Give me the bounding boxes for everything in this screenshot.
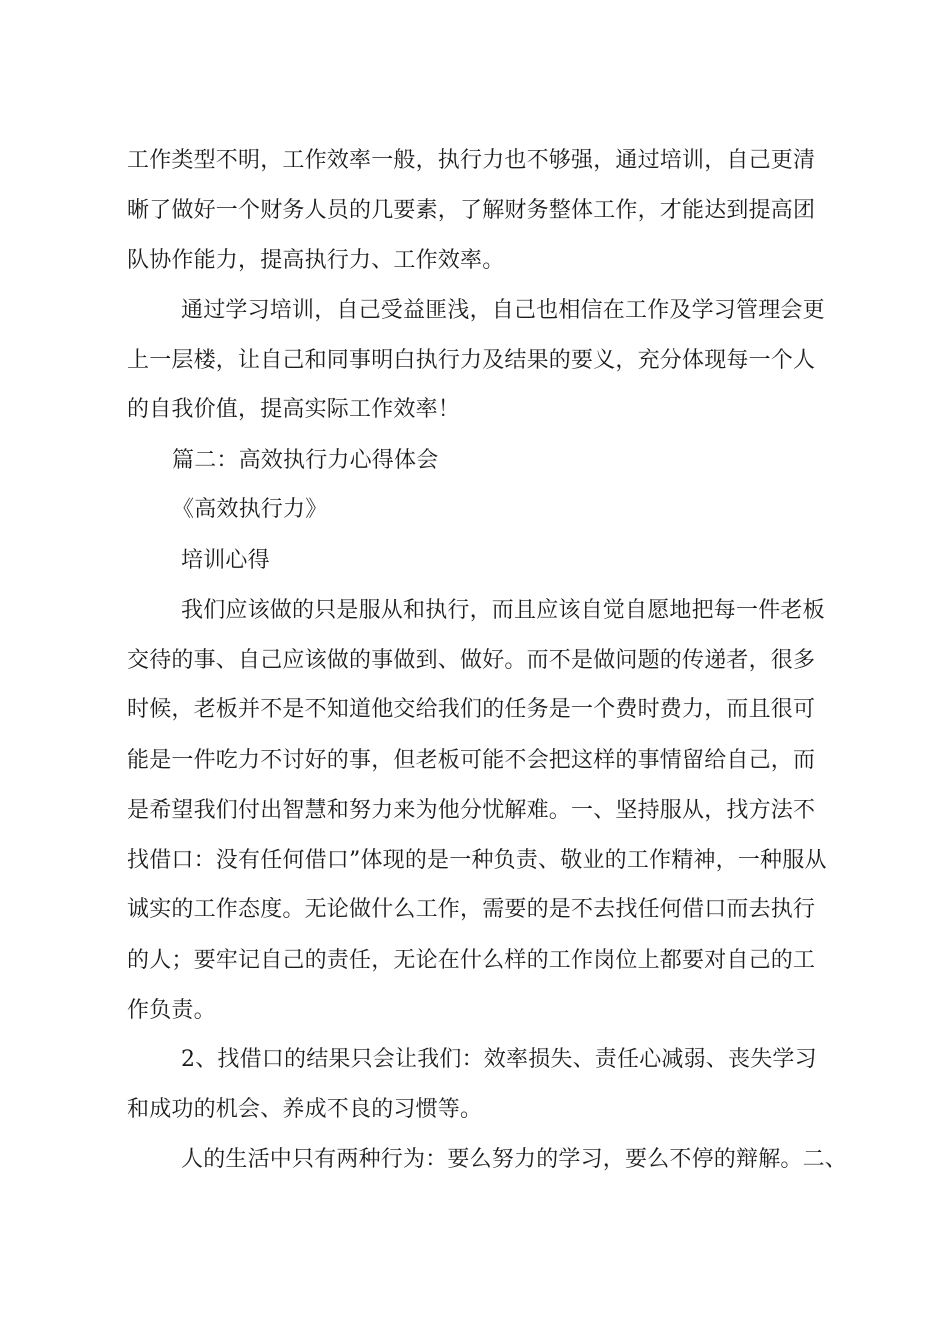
text-line: 我们应该做的只是服从和执行，而且应该自觉自愿地把每一件老板 <box>181 598 825 623</box>
text-line: 和成功的机会、养成不良的习惯等。 <box>127 1097 483 1122</box>
text-line: 是希望我们付出智慧和努力来为他分忧解难。一、坚持服从，找方法不 <box>127 798 816 823</box>
section-heading: 篇二：高效执行力心得体会 <box>172 448 439 473</box>
text-line: 诚实的工作态度。无论做什么工作，需要的是不去找任何借口而去执行 <box>127 897 816 922</box>
text-line: 时候，老板并不是不知道他交给我们的任务是一个费时费力，而且很可 <box>127 697 816 722</box>
text-line: 作负责。 <box>127 998 216 1023</box>
text-line: 晰了做好一个财务人员的几要素，了解财务整体工作，才能达到提高团 <box>127 198 816 223</box>
text-line: 的人；要牢记自己的责任，无论在什么样的工作岗位上都要对自己的工 <box>127 948 816 973</box>
text-line: 交待的事、自己应该做的事做到、做好。而不是做问题的传递者，很多 <box>127 648 816 673</box>
text-line: 找借口：没有任何借口”体现的是一种负责、敬业的工作精神，一种服从 <box>127 848 827 873</box>
article-title: 《高效执行力》 <box>172 497 328 522</box>
subtitle: 培训心得 <box>181 548 270 573</box>
text-line: 的自我价值，提高实际工作效率！ <box>127 397 461 422</box>
text-line: 工作类型不明，工作效率一般，执行力也不够强，通过培训，自己更清 <box>127 148 816 173</box>
text-line: 通过学习培训，自己受益匪浅，自己也相信在工作及学习管理会更 <box>181 298 825 323</box>
text-line: 队协作能力，提高执行力、工作效率。 <box>127 248 505 273</box>
text-line: 上一层楼，让自己和同事明白执行力及结果的要义，充分体现每一个人 <box>127 348 816 373</box>
text-line: 2、找借口的结果只会让我们：效率损失、责任心减弱、丧失学习 <box>181 1047 817 1072</box>
text-line: 能是一件吃力不讨好的事，但老板可能不会把这样的事情留给自己，而 <box>127 748 816 773</box>
text-line: 人的生活中只有两种行为：要么努力的学习，要么不停的辩解。二、 <box>181 1147 848 1172</box>
